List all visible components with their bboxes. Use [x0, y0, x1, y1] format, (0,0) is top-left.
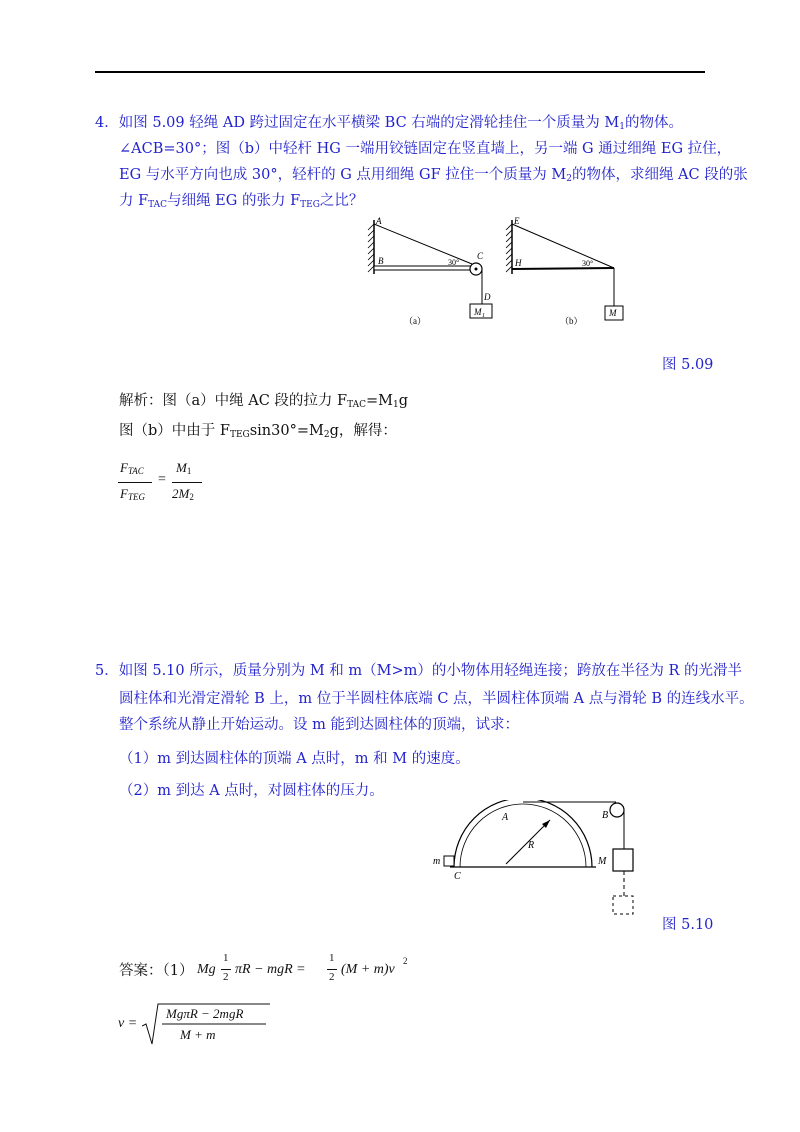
q5-answer-eq1: 答案：（1） Mg 1 2 πR − mgR = 1 2 (M + m)v 2: [119, 952, 408, 983]
figure-5-10-label: 图 5.10: [662, 917, 714, 933]
svg-text:E: E: [514, 216, 520, 226]
svg-text:C: C: [477, 251, 484, 261]
q5-sub2: （2）m 到达 A 点时，对圆柱体的压力。: [119, 783, 384, 799]
svg-text:（b）: （b）: [560, 316, 583, 326]
q5-sub1: （1）m 到达圆柱体的顶端 A 点时，m 和 M 的速度。: [119, 751, 470, 767]
q4-line3: EG 与水平方向也成 30°，轻杆的 G 点用细绳 GF 拉住一个质量为 $M_2$的物体，求细绳 AC 段的张: [119, 167, 748, 184]
figure-5-09-label: 图 5.09: [662, 357, 714, 373]
figure-5-10: [430, 800, 650, 920]
q5-line2: 圆柱体和光滑定滑轮 B 上，m 位于半圆柱体底端 C 点，半圆柱体顶端 A 点与滑轮 B 的连线水平。: [119, 691, 754, 707]
svg-text:A: A: [502, 812, 509, 823]
q4-line2: ∠ACB=30°；图（b）中轻杆 HG 一端用铰链固定在竖直墙上，另一端 G 通过细绳 EG 拉住，: [119, 141, 732, 157]
svg-text:A: A: [376, 216, 382, 226]
svg-text:C: C: [454, 871, 461, 882]
figure-5-09: [360, 212, 640, 336]
svg-text:D: D: [484, 292, 491, 302]
svg-text:1: 1: [482, 313, 485, 319]
svg-text:R: R: [528, 840, 535, 851]
svg-text:M: M: [474, 307, 482, 317]
svg-text:H: H: [515, 258, 522, 268]
q4-line4: 力 $F_{TAC}$与细绳 EG 的张力 $F_{TEG}$之比？: [119, 193, 364, 210]
q4-line1: 4．如图 5.09 轻绳 AD 跨过固定在水平横梁 BC 右端的定滑轮挂住一个质量为 $M_1$的物体。: [95, 115, 683, 132]
q5-line1: 5．如图 5.10 所示，质量分别为 M 和 m（M>m）的小物体用轻绳连接；跨放在半径为 R 的光滑半: [95, 663, 743, 679]
q4-number: 4．: [95, 115, 119, 131]
q4-solution-line1: 解析：图（a）中绳 AC 段的拉力 $F_{TAC}=M_1g$: [119, 393, 409, 410]
q4-ratio-equation: $F_{TAC}$ $F_{TEG}$ = $M_1$ $2M_2$: [118, 460, 208, 510]
svg-text:M: M: [609, 308, 617, 318]
q5-line3: 整个系统从静止开始运动。设 m 能到达圆柱体的顶端，试求：: [119, 717, 519, 733]
svg-text:m: m: [433, 856, 441, 867]
svg-text:30°: 30°: [448, 258, 460, 267]
svg-text:B: B: [602, 810, 609, 821]
svg-text:30°: 30°: [582, 259, 594, 268]
q5-answer-velocity: v = MgπR − 2mgR M + m: [118, 1002, 278, 1046]
svg-text:（a）: （a）: [404, 316, 426, 326]
svg-text:B: B: [378, 256, 384, 266]
svg-text:M: M: [598, 856, 607, 867]
header-rule: [95, 71, 705, 73]
q4-solution-line2: 图（b）中由于 $F_{TEG}\sin 30^\circ=M_2g$，解得：: [119, 423, 397, 440]
q5-number: 5．: [95, 663, 119, 679]
